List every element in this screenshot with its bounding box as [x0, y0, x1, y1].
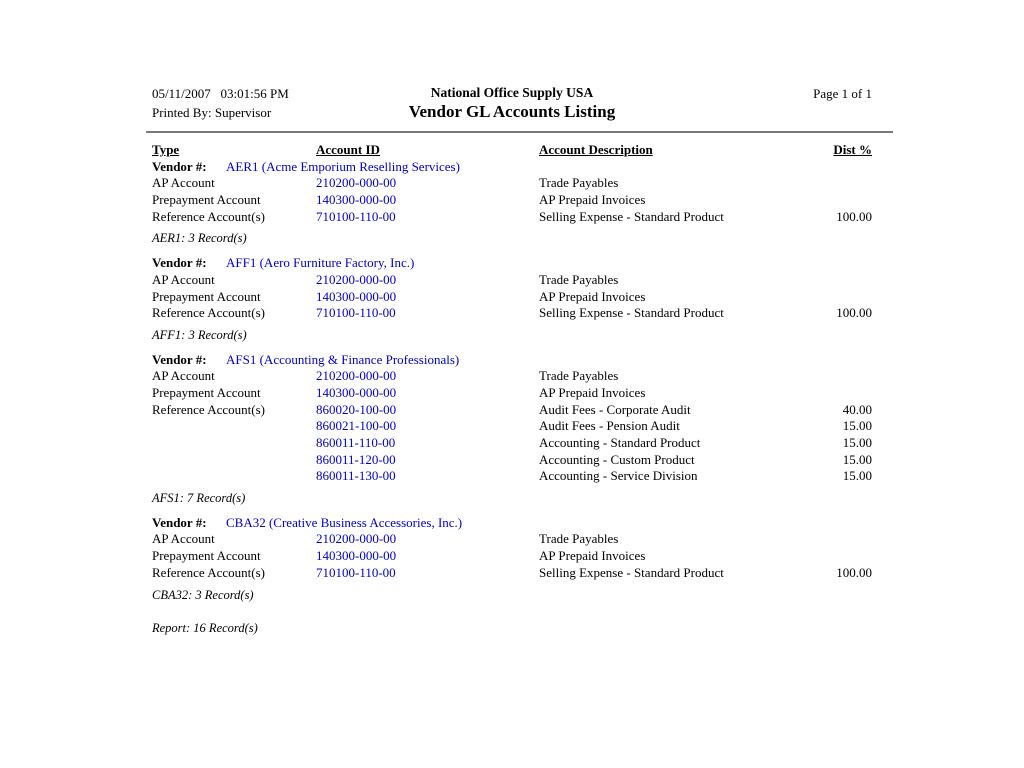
row-description: Accounting - Standard Product [539, 435, 701, 451]
report-record-count: Report: 16 Record(s) [152, 621, 258, 636]
table-row [152, 192, 872, 209]
row-dist-value [791, 289, 872, 306]
row-type-label: Prepayment Account [152, 384, 261, 400]
report-table [152, 142, 872, 637]
row-type-label: Prepayment Account [152, 192, 261, 208]
vendor-link[interactable]: CBA32 (Creative Business Accessories, Inc.) [226, 514, 463, 530]
account-id-link[interactable]: 860011-130-00 [316, 468, 396, 484]
row-dist-value: 15.00 [842, 468, 872, 484]
vendor-link[interactable]: AER1 (Acme Emporium Reselling Services) [226, 158, 460, 174]
vendor-heading [152, 515, 872, 532]
table-row [152, 402, 872, 419]
row-description: AP Prepaid Invoices [539, 548, 646, 564]
vendor-record-count: AFF1: 3 Record(s) [152, 327, 247, 342]
table-row [152, 209, 872, 226]
row-type-label: Reference Account(s) [152, 305, 265, 321]
row-description: Accounting - Service Division [539, 468, 698, 484]
vendor-heading [152, 159, 872, 176]
vendor-section [152, 352, 872, 507]
row-dist-value: 15.00 [842, 435, 872, 451]
row-dist-value [791, 548, 872, 565]
row-dist-value [791, 175, 872, 192]
vendor-link[interactable]: AFF1 (Aero Furniture Factory, Inc.) [226, 255, 415, 271]
row-type-label: AP Account [152, 175, 215, 191]
account-id-link[interactable]: 710100-110-00 [316, 305, 396, 321]
row-type-label: AP Account [152, 271, 215, 287]
row-description: AP Prepaid Invoices [539, 288, 646, 304]
row-type-label: Prepayment Account [152, 548, 261, 564]
vendor-section [152, 159, 872, 247]
account-id-link[interactable]: 860020-100-00 [316, 401, 397, 417]
row-type-label: Reference Account(s) [152, 208, 265, 224]
table-row [152, 452, 872, 469]
account-id-link[interactable]: 140300-000-00 [316, 384, 397, 400]
row-dist-value [791, 192, 872, 209]
column-header-dist: Dist % [833, 142, 872, 157]
row-type-label [152, 452, 316, 469]
vendor-section [152, 255, 872, 343]
account-id-link[interactable]: 140300-000-00 [316, 192, 397, 208]
vendor-record-count: CBA32: 3 Record(s) [152, 587, 254, 602]
row-description: Trade Payables [539, 271, 619, 287]
column-header-account-id: Account ID [316, 142, 380, 157]
header-divider [146, 131, 893, 133]
table-row [152, 385, 872, 402]
vendor-number-label: Vendor #: [152, 158, 207, 174]
row-description: AP Prepaid Invoices [539, 192, 646, 208]
row-dist-value: 100.00 [836, 305, 872, 321]
account-id-link[interactable]: 860011-110-00 [316, 435, 396, 451]
table-row [152, 565, 872, 582]
table-row [152, 368, 872, 385]
table-row [152, 272, 872, 289]
row-type-label: Reference Account(s) [152, 401, 265, 417]
vendor-section [152, 515, 872, 603]
column-header-type: Type [152, 142, 180, 157]
report-page [152, 84, 872, 645]
account-id-link[interactable]: 710100-110-00 [316, 564, 396, 580]
row-description: Audit Fees - Pension Audit [539, 418, 680, 434]
table-row [152, 435, 872, 452]
row-type-label: AP Account [152, 531, 215, 547]
vendor-record-count: AER1: 3 Record(s) [152, 231, 247, 246]
column-headers [152, 142, 872, 159]
row-dist-value [791, 385, 872, 402]
row-dist-value: 15.00 [842, 418, 872, 434]
table-row [152, 531, 872, 548]
table-row [152, 468, 872, 485]
row-description: Selling Expense - Standard Product [539, 208, 724, 224]
report-title: Vendor GL Accounts Listing [408, 102, 616, 121]
vendor-number-label: Vendor #: [152, 255, 207, 271]
account-id-link[interactable]: 140300-000-00 [316, 548, 397, 564]
row-type-label [152, 418, 316, 435]
row-description: AP Prepaid Invoices [539, 384, 646, 400]
vendor-heading [152, 255, 872, 272]
account-id-link[interactable]: 210200-000-00 [316, 175, 397, 191]
table-row [152, 175, 872, 192]
printed-by-label: Printed By: Supervisor [152, 105, 272, 120]
row-dist-value [791, 531, 872, 548]
row-dist-value: 40.00 [842, 401, 872, 417]
row-type-label [152, 435, 316, 452]
column-header-account-description: Account Description [539, 142, 653, 157]
row-dist-value: 15.00 [842, 451, 872, 467]
row-dist-value [791, 368, 872, 385]
row-type-label: Reference Account(s) [152, 564, 265, 580]
account-id-link[interactable]: 210200-000-00 [316, 531, 397, 547]
row-description: Trade Payables [539, 531, 619, 547]
vendor-record-count: AFS1: 7 Record(s) [152, 491, 246, 506]
account-id-link[interactable]: 710100-110-00 [316, 208, 396, 224]
table-row [152, 305, 872, 322]
row-description: Trade Payables [539, 175, 619, 191]
company-name: National Office Supply USA [430, 85, 594, 100]
vendor-link[interactable]: AFS1 (Accounting & Finance Professionals) [226, 351, 460, 367]
report-datetime: 05/11/2007 03:01:56 PM [152, 86, 289, 101]
account-id-link[interactable]: 860021-100-00 [316, 418, 397, 434]
row-type-label: AP Account [152, 368, 215, 384]
row-type-label [152, 468, 316, 485]
account-id-link[interactable]: 210200-000-00 [316, 271, 397, 287]
account-id-link[interactable]: 860011-120-00 [316, 451, 396, 467]
table-row [152, 418, 872, 435]
row-type-label: Prepayment Account [152, 288, 261, 304]
vendor-number-label: Vendor #: [152, 351, 207, 367]
row-dist-value: 100.00 [836, 564, 872, 580]
row-description: Accounting - Custom Product [539, 451, 695, 467]
row-dist-value: 100.00 [836, 208, 872, 224]
vendor-heading [152, 352, 872, 369]
vendor-number-label: Vendor #: [152, 514, 207, 530]
row-description: Selling Expense - Standard Product [539, 305, 724, 321]
report-header [152, 84, 872, 131]
page-number: Page 1 of 1 [813, 86, 872, 101]
account-id-link[interactable]: 210200-000-00 [316, 368, 397, 384]
row-dist-value [791, 272, 872, 289]
account-id-link[interactable]: 140300-000-00 [316, 288, 397, 304]
table-row [152, 289, 872, 306]
row-description: Selling Expense - Standard Product [539, 564, 724, 580]
row-description: Trade Payables [539, 368, 619, 384]
row-description: Audit Fees - Corporate Audit [539, 401, 691, 417]
table-row [152, 548, 872, 565]
